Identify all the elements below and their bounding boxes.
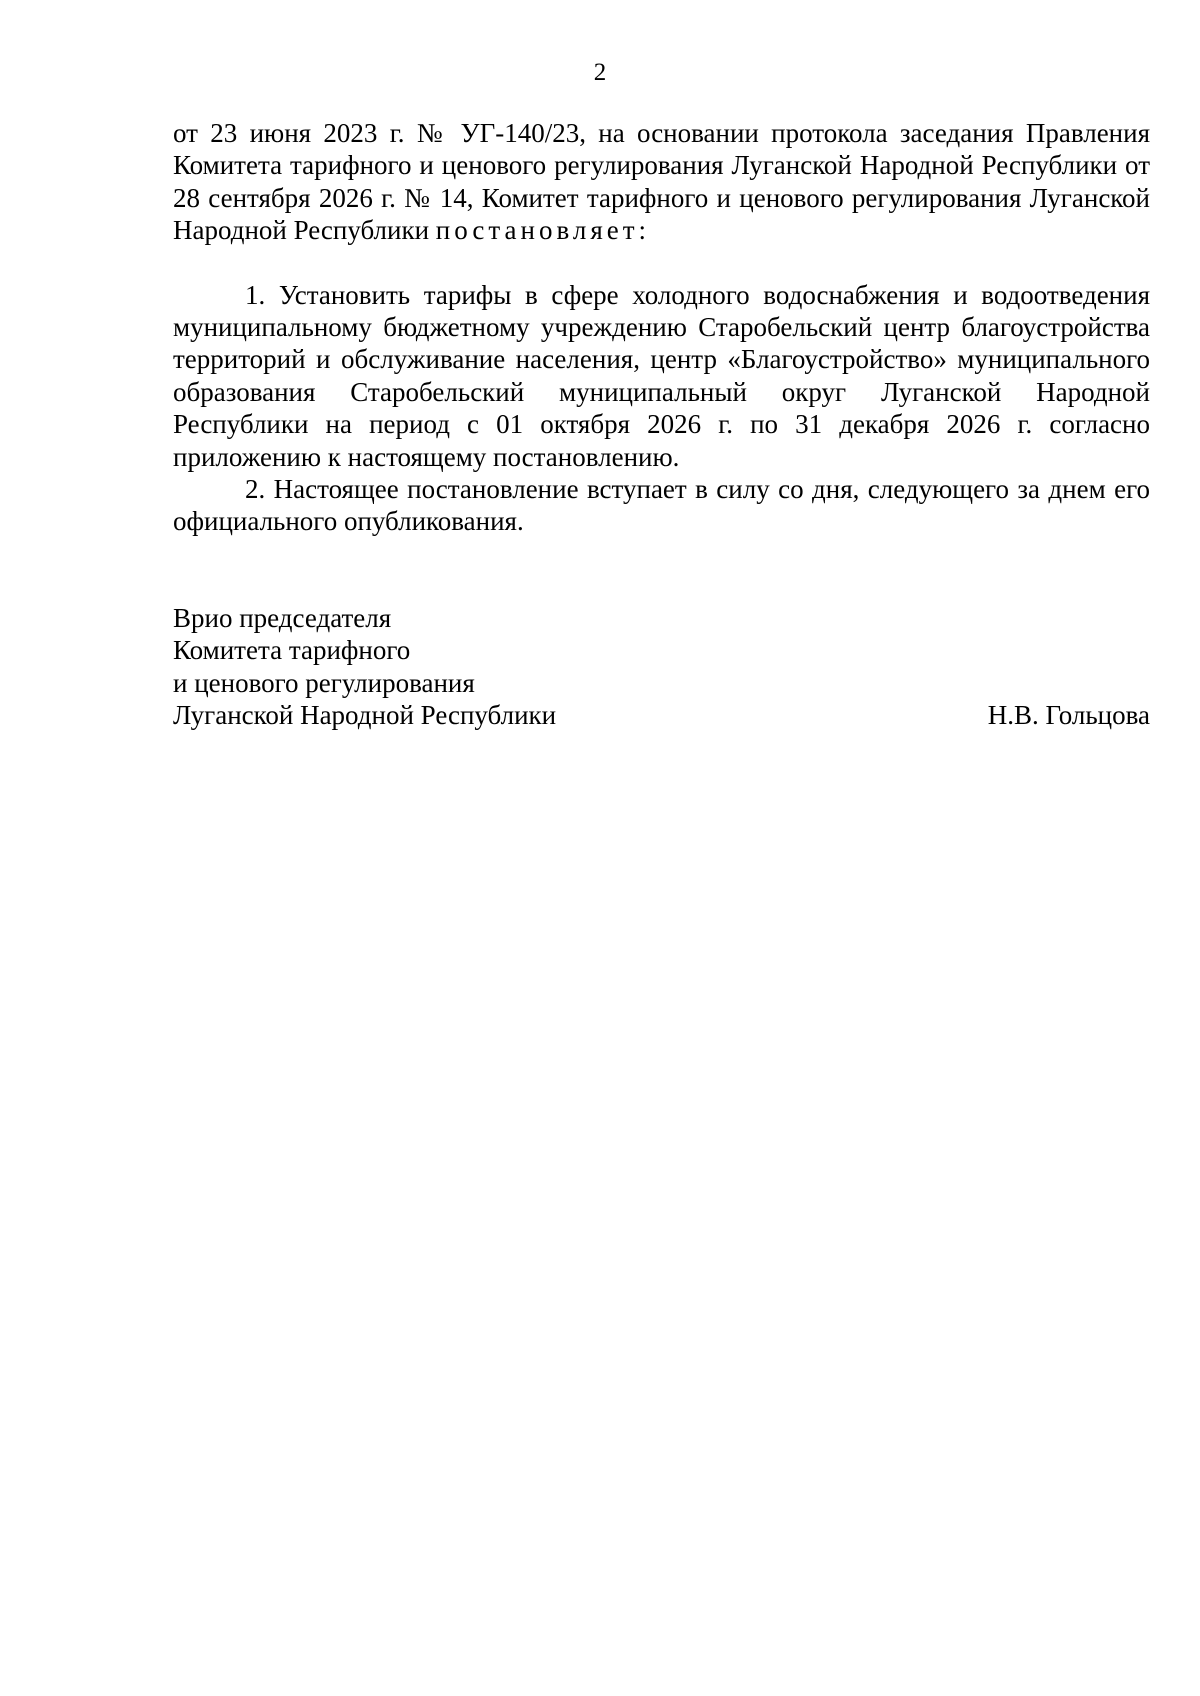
intro-text: от 23 июня 2023 г. № УГ-140/23, на основании протокола заседания Правления Комитета тарифного и ценового регулирования Луганской Народной Республики от 28 сентября 2026 г. № 14, Комитет тарифного и ценового регулирования Луганской Народной Республики xyxy=(173,118,1150,246)
signature-block xyxy=(173,602,1150,732)
paragraph-gap xyxy=(173,247,1150,279)
item-2-paragraph: 2. Настоящее постановление вступает в силу со дня, следующего за днем его официального опубликования. xyxy=(173,474,1150,537)
signature-gap xyxy=(173,538,1150,602)
signatory-title-line-2: Комитета тарифного xyxy=(173,635,411,666)
signatory-title-line-3: и ценового регулирования xyxy=(173,667,475,698)
signatory-title-line-4: Луганской Народной Республики xyxy=(173,700,557,731)
document-body xyxy=(173,117,1150,732)
signatory-name: Н.В. Гольцова xyxy=(987,700,1150,731)
intro-end: : xyxy=(638,215,647,246)
signature-last-row xyxy=(173,699,1150,731)
item-1-paragraph: 1. Установить тарифы в сфере холодного водоснабжения и водоотведения муниципальному бюджетному учреждению Старобельский центр благоустройства территорий и обслуживание населения, центр «Благоустройство» муниципального образования Старобельский муниципальный округ Луганской Народной Республики на период с 01 октября 2026 г. по 31 декабря 2026 г. согласно приложению к настоящему постановлению. xyxy=(173,279,1150,472)
page-number: 2 xyxy=(593,59,607,86)
signatory-title-line-1: Врио председателя xyxy=(173,602,392,633)
intro-paragraph xyxy=(173,117,1150,247)
decree-word: постановляет xyxy=(435,215,639,246)
